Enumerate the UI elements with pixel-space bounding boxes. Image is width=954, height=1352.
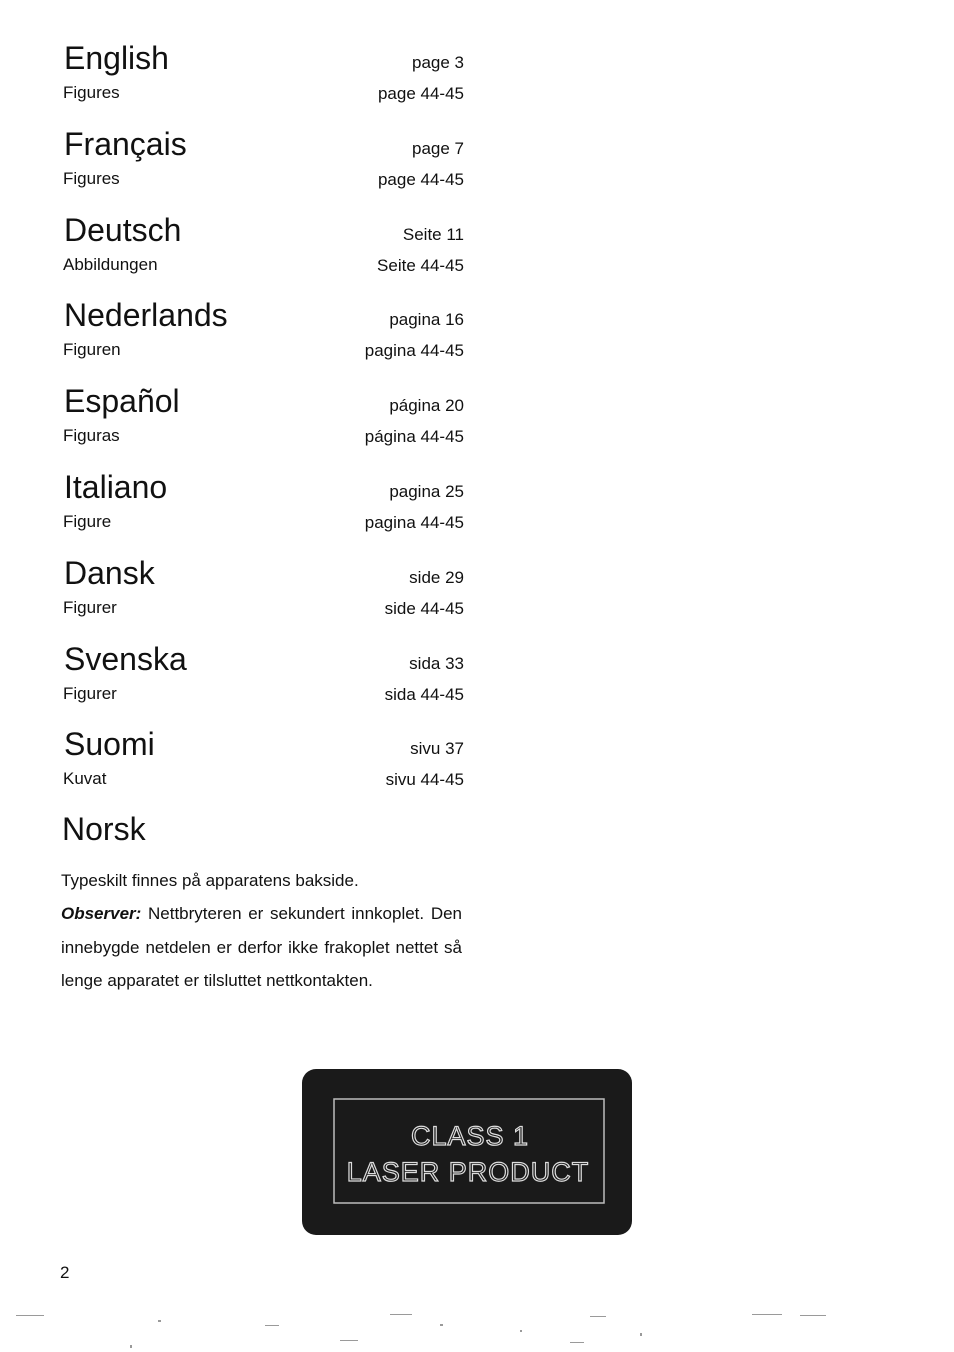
figures-label: Figure <box>63 511 112 531</box>
scan-speck <box>800 1315 826 1316</box>
toc-entry <box>62 381 464 467</box>
language-heading: Nederlands <box>64 297 228 334</box>
table-of-contents <box>62 38 464 810</box>
language-page-ref: side 29 <box>409 567 464 587</box>
norsk-line-1: Typeskilt finnes på apparatens bakside. <box>61 871 359 890</box>
figures-page-ref: pagina 44-45 <box>364 512 464 532</box>
language-heading: Svenska <box>64 640 187 677</box>
scan-speck <box>752 1314 782 1315</box>
figures-page-ref: side 44-45 <box>384 598 464 618</box>
language-page-ref: Seite 11 <box>402 224 464 244</box>
figures-page-ref: página 44-45 <box>364 427 464 447</box>
laser-label-graphic <box>300 1067 634 1237</box>
toc-entry <box>62 724 464 810</box>
scan-speck <box>640 1333 642 1336</box>
scan-speck <box>570 1342 584 1343</box>
scan-speck <box>158 1320 161 1322</box>
laser-class-label <box>300 1067 634 1237</box>
language-page-ref: page 7 <box>412 138 464 158</box>
norsk-heading: Norsk <box>62 811 146 847</box>
observer-label: Observer: <box>61 904 142 924</box>
language-heading: Français <box>64 125 187 162</box>
language-heading: Deutsch <box>64 211 182 248</box>
language-page-ref: page 3 <box>412 53 464 72</box>
figures-label: Figures <box>63 83 120 102</box>
figures-label: Figuras <box>63 426 120 446</box>
label-background <box>302 1069 632 1235</box>
scan-speck <box>390 1314 412 1315</box>
language-heading: Dansk <box>64 554 155 591</box>
figures-page-ref: sivu 44-45 <box>385 770 464 790</box>
language-heading: Suomi <box>64 726 155 763</box>
language-page-ref: pagina 16 <box>389 310 464 330</box>
page-number: 2 <box>60 1263 70 1282</box>
observer-text: Nettbryteren er sekundert innkoplet. Den innebygde netdelen er derfor ikke frakoplet nettet så lenge apparatet er tilsluttet nettkontakten. <box>61 904 462 990</box>
label-line-2: LASER PRODUCT <box>346 1157 590 1187</box>
scan-speck <box>130 1345 132 1348</box>
toc-entry <box>62 639 464 725</box>
toc-entry <box>62 467 464 553</box>
language-page-ref: página 20 <box>389 396 464 416</box>
toc-entry <box>62 38 464 124</box>
figures-label: Figuren <box>63 340 121 360</box>
language-page-ref: sida 33 <box>409 653 464 673</box>
toc-entry <box>62 553 464 639</box>
figures-label: Figures <box>63 168 120 188</box>
scan-speck <box>340 1340 358 1341</box>
figures-page-ref: sida 44-45 <box>384 684 464 704</box>
figures-label: Figurer <box>63 683 117 703</box>
scan-speck <box>16 1315 44 1316</box>
figures-page-ref: pagina 44-45 <box>364 341 464 361</box>
scan-artifacts <box>0 1300 954 1352</box>
figures-page-ref: Seite 44-45 <box>377 255 464 275</box>
figures-page-ref: page 44-45 <box>377 169 464 189</box>
language-page-ref: sivu 37 <box>410 739 464 759</box>
toc-entry <box>62 295 464 381</box>
language-heading: English <box>64 40 169 76</box>
scan-speck <box>590 1316 606 1317</box>
figures-page-ref: page 44-45 <box>377 84 464 103</box>
norsk-notice <box>61 864 462 997</box>
toc-entry <box>62 210 464 296</box>
scan-speck <box>440 1324 443 1326</box>
figures-label: Abbildungen <box>63 254 158 274</box>
scan-speck <box>265 1325 279 1326</box>
label-line-1: CLASS 1 <box>410 1121 530 1151</box>
norsk-observer-paragraph <box>61 897 462 997</box>
figures-label: Kuvat <box>63 769 107 789</box>
language-page-ref: pagina 25 <box>389 481 464 501</box>
language-heading: Español <box>64 383 180 420</box>
toc-entry <box>62 124 464 210</box>
scan-speck <box>520 1330 522 1332</box>
language-heading: Italiano <box>64 468 168 505</box>
figures-label: Figurer <box>63 597 117 617</box>
